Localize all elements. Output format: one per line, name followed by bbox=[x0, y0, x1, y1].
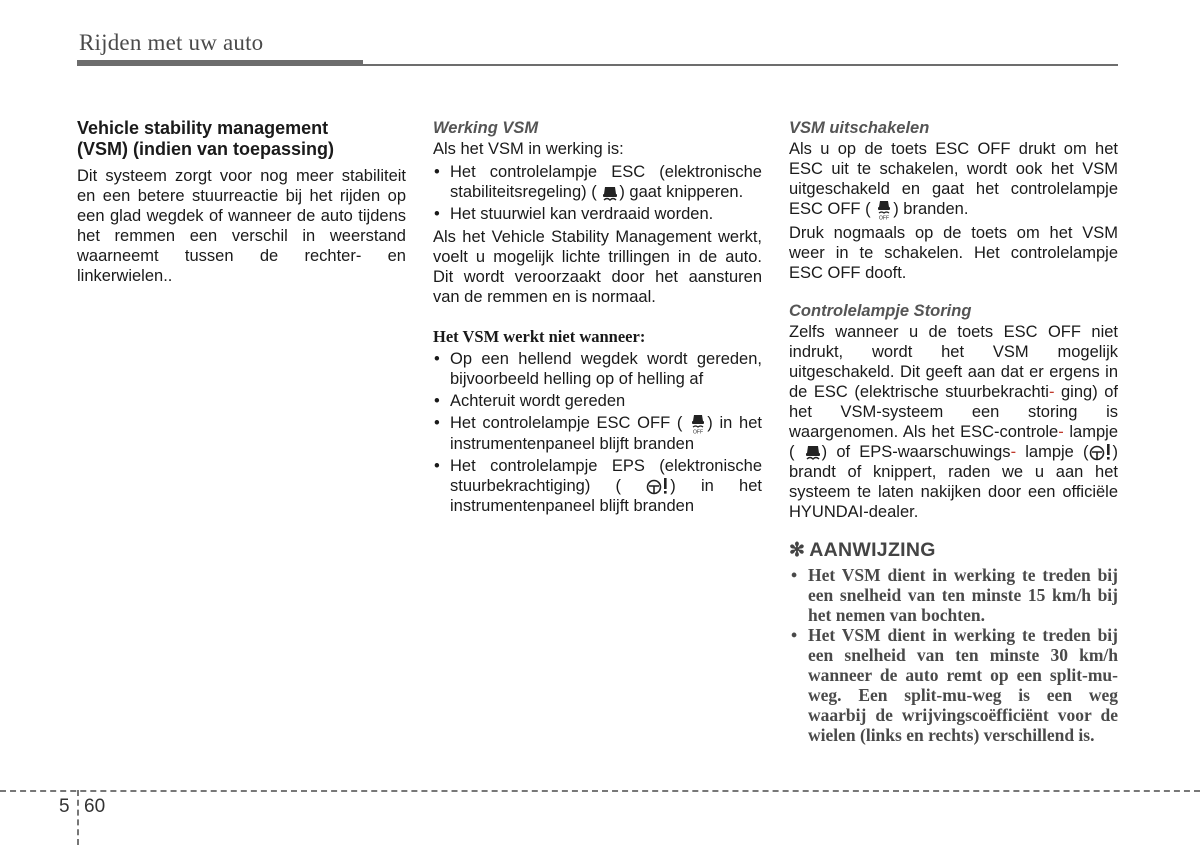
list-text: ) in het instrumentenpaneel blijft branden bbox=[450, 414, 762, 453]
esc-off-icon-label: OFF bbox=[693, 429, 704, 434]
paragraph-text: ) branden. bbox=[893, 200, 969, 218]
list-text: Het controlelampje ESC OFF ( bbox=[450, 414, 683, 432]
note-item: • Het VSM dient in werking te treden bij een snelheid van ten minste 30 km/h wanneer de auto remt op een split-mu-weg. Een split-mu-weg is een weg waarbij de wrijvingscoëfficiënt voor de wielen (links en rechts) verschillend is. bbox=[789, 625, 1118, 745]
note-star-icon: ✻ bbox=[789, 539, 806, 561]
column-vsm-operation bbox=[433, 118, 762, 519]
hyphen: - bbox=[1010, 442, 1017, 461]
subheading-storing: Controlelampje Storing bbox=[789, 301, 972, 320]
esc-warning-icon bbox=[601, 184, 619, 202]
list-item: • Op een hellend wegdek wordt gereden, bijvoorbeeld helling op of helling af bbox=[433, 349, 762, 389]
list-text: ) gaat knipperen. bbox=[619, 183, 744, 201]
note-heading bbox=[789, 540, 1118, 561]
operation-intro: Als het VSM in werking is: bbox=[433, 140, 624, 158]
paragraph-text: ging) of het VSM-systeem een storing is waargenomen. Als het ESC-controle bbox=[789, 382, 1119, 441]
heading-line-2: (VSM) (indien van toepassing) bbox=[77, 139, 335, 159]
eps-warning-icon bbox=[646, 477, 670, 495]
heading-line-1: Vehicle stability management bbox=[77, 118, 329, 138]
list-item: • Achteruit wordt gereden bbox=[433, 391, 762, 411]
list-text: Het controlelampje EPS (elektronische stuurbekrachtiging) ( bbox=[450, 456, 762, 495]
list-item bbox=[433, 162, 762, 202]
hyphen: - bbox=[1058, 422, 1064, 441]
page-number: 60 bbox=[84, 796, 106, 817]
operation-list bbox=[433, 162, 762, 224]
footer-dashed-divider bbox=[77, 790, 79, 845]
conditions-list bbox=[433, 349, 762, 516]
chapter-number: 5 bbox=[59, 796, 70, 817]
esc-off-icon bbox=[875, 200, 893, 220]
list-item bbox=[433, 456, 762, 516]
subheading-werking: Werking VSM bbox=[433, 119, 539, 137]
list-text: ) in het instrumentenpaneel blijft branden bbox=[450, 476, 762, 515]
paragraph-text: ) brandt of knippert, raden we u aan het systeem te laten nakijken door een officiële HYUNDAI-dealer. bbox=[789, 442, 1118, 521]
note-list bbox=[789, 565, 1118, 745]
list-item bbox=[433, 413, 762, 454]
column-vsm-intro bbox=[77, 118, 406, 289]
paragraph-text: Als u op de toets ESC OFF drukt om het ESC uit te schakelen, wordt ook het VSM uitgeschakeld en gaat het controlelampje ESC OFF ( bbox=[789, 140, 1118, 218]
paragraph-text: ) of EPS-waarschuwings bbox=[821, 442, 1011, 461]
header-rule-thin bbox=[363, 64, 1118, 66]
list-item: • Het stuurwiel kan verdraaid worden. bbox=[433, 204, 762, 224]
malfunction-paragraph bbox=[789, 322, 1118, 522]
disable-paragraph bbox=[789, 139, 1118, 220]
vibration-paragraph: Als het Vehicle Stability Management werkt, voelt u mogelijk lichte trillingen in de auto. Dit wordt veroorzaakt door het aansturen van de remmen en is normaal. bbox=[433, 228, 762, 306]
note-title: AANWIJZING bbox=[809, 538, 936, 561]
reenable-paragraph: Druk nogmaals op de toets om het VSM weer in te schakelen. Het controlelampje ESC OFF dooft. bbox=[789, 223, 1118, 282]
esc-off-icon bbox=[689, 414, 707, 434]
note-item: • Het VSM dient in werking te treden bij een snelheid van ten minste 15 km/h bij het nemen van bochten. bbox=[789, 565, 1118, 625]
list-text: Het controlelampje ESC (elektronische stabiliteitsregeling) ( bbox=[450, 163, 762, 201]
section-heading bbox=[77, 118, 406, 160]
paragraph-text: lampje ( bbox=[789, 422, 1118, 461]
header-rule-thick bbox=[77, 60, 363, 66]
footer-dashed-rule bbox=[0, 790, 1200, 792]
intro-paragraph: Dit systeem zorgt voor nog meer stabiliteit en een betere stuurreactie bij het rijden op een glad wegdek of wanneer de auto tijdens het remmen een verschil in weerstand waarneemt tussen de rechter- en linkerwielen.. bbox=[77, 167, 406, 285]
subheading-not-working: Het VSM werkt niet wanneer: bbox=[433, 327, 646, 346]
esc-warning-icon bbox=[804, 443, 822, 461]
column-vsm-disable bbox=[789, 118, 1118, 745]
esc-off-icon-label: OFF bbox=[879, 215, 890, 220]
paragraph-text: lampje ( bbox=[1025, 442, 1089, 461]
hyphen: - bbox=[1048, 382, 1055, 401]
paragraph-text: Zelfs wanneer u de toets ESC OFF niet indrukt, wordt het VSM mogelijk uitgeschakeld. Dit geeft aan dat er ergens in de ESC (elektrische stuurbekrachti bbox=[789, 322, 1118, 401]
page-header-title: Rijden met uw auto bbox=[79, 30, 264, 55]
eps-warning-icon bbox=[1089, 443, 1113, 461]
subheading-uitschakelen: VSM uitschakelen bbox=[789, 119, 930, 137]
